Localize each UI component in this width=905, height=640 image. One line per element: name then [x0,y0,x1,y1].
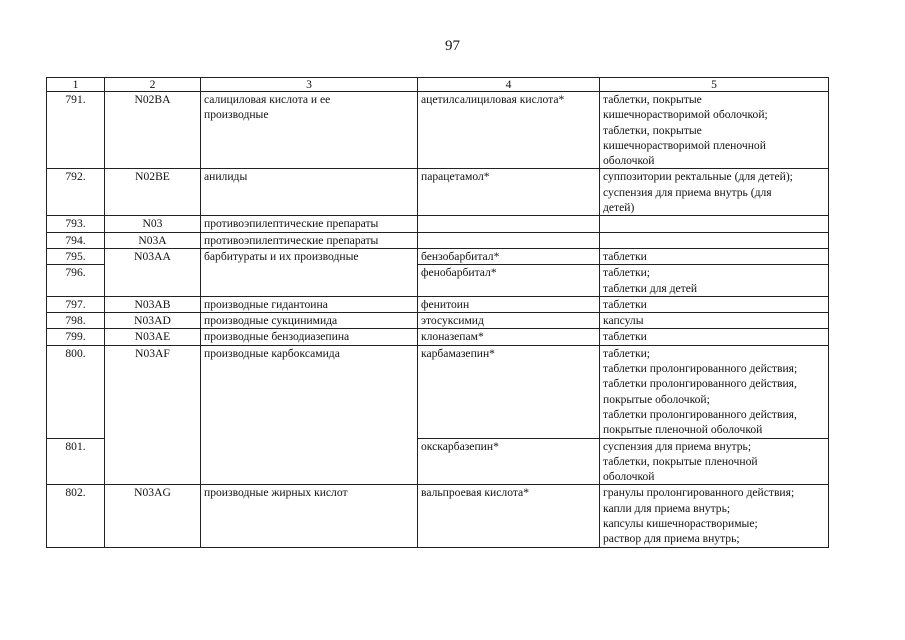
row-number: 796. [47,265,105,297]
drug-cell [418,92,600,169]
row-number: 802. [47,485,105,547]
group-line: производные гидантоина [204,297,328,311]
form-line: таблетки; [603,266,651,280]
form-line: таблетки, покрытые [603,123,702,137]
forms-cell [600,265,829,297]
drug-name: вальпроевая кислота* [421,486,529,500]
group-line: противоэпилептические препараты [204,217,379,231]
forms-cell [600,329,829,345]
forms-cell [600,313,829,329]
group-cell [201,345,418,485]
drug-cell [418,438,600,485]
drug-cell [418,313,600,329]
form-line: таблетки для детей [603,281,698,295]
table-row [47,329,829,345]
table-row [47,248,829,264]
group-cell [201,216,418,232]
header-cell-1: 1 [47,78,105,92]
form-line: таблетки [603,330,647,344]
drug-name: клоназепам* [421,330,484,344]
group-line: салициловая кислота и ее [204,93,331,106]
atc-code: N03AA [105,248,201,296]
atc-code: N02BA [105,92,201,169]
group-cell [201,485,418,547]
drug-name: карбамазепин* [421,346,495,360]
group-line: анилиды [204,170,248,184]
drug-cell [418,265,600,297]
table-row [47,216,829,232]
form-line: суппозитории ректальные (для детей); [603,170,793,184]
form-line: оболочкой [603,154,655,168]
group-cell [201,296,418,312]
drug-cell [418,169,600,216]
row-number: 801. [47,438,105,485]
group-cell [201,92,418,169]
group-line: производные карбоксамида [204,346,340,360]
group-cell [201,329,418,345]
table-row [47,345,829,438]
drug-name: этосуксимид [421,314,484,328]
atc-code: N03AB [105,296,201,312]
form-line: суспензия для приема внутрь; [603,439,752,453]
drug-name: парацетамол* [421,170,490,184]
form-line: таблетки; [603,346,651,360]
form-line: оболочкой [603,470,655,484]
row-number: 799. [47,329,105,345]
atc-code: N03AG [105,485,201,547]
drug-cell [418,248,600,264]
atc-code: N02BE [105,169,201,216]
table-row [47,169,829,216]
form-line: капсулы [603,314,644,328]
drug-name: ацетилсалициловая кислота* [421,93,565,106]
form-line: гранулы пролонгированного действия; [603,486,795,500]
drug-name: фенобарбитал* [421,266,497,280]
row-number: 800. [47,345,105,438]
group-line: барбитураты и их производные [204,249,359,263]
drug-name: фенитоин [421,297,470,311]
drug-name: окскарбазепин* [421,439,499,453]
form-line: таблетки [603,249,647,263]
forms-cell [600,216,829,232]
forms-cell [600,232,829,248]
atc-code: N03AD [105,313,201,329]
forms-cell [600,485,829,547]
row-number: 792. [47,169,105,216]
table-row [47,232,829,248]
table-row [47,296,829,312]
drug-cell [418,232,600,248]
drug-cell [418,216,600,232]
forms-cell [600,248,829,264]
form-line: раствор для приема внутрь; [603,532,740,546]
forms-cell [600,296,829,312]
group-line: противоэпилептические препараты [204,233,379,247]
group-line: производные бензодиазепина [204,330,350,344]
header-cell-3: 3 [201,78,418,92]
row-number: 797. [47,296,105,312]
table-row [47,485,829,547]
atc-code: N03A [105,232,201,248]
row-number: 791. [47,92,105,169]
form-line: таблетки пролонгированного действия, [603,407,797,421]
atc-code: N03AE [105,329,201,345]
form-line: суспензия для приема внутрь (для [603,185,772,199]
atc-code: N03AF [105,345,201,485]
group-cell [201,169,418,216]
group-cell [201,313,418,329]
drug-name: бензобарбитал* [421,249,500,263]
group-cell [201,232,418,248]
form-line: кишечнорастворимой пленочной [603,138,766,152]
group-line: производные [204,108,269,122]
form-line: таблетки пролонгированного действия, [603,377,797,391]
form-line: таблетки пролонгированного действия; [603,362,798,376]
group-line: производные сукцинимида [204,314,338,328]
group-line: производные жирных кислот [204,486,348,500]
form-line: таблетки [603,297,647,311]
row-number: 798. [47,313,105,329]
atc-code: N03 [105,216,201,232]
row-number: 795. [47,248,105,264]
form-line: таблетки, покрытые [603,93,702,106]
table-row [47,92,829,169]
row-number: 793. [47,216,105,232]
row-number: 794. [47,232,105,248]
medication-table [46,77,829,548]
table-header-row [47,78,829,92]
drug-cell [418,296,600,312]
form-line: детей) [603,201,635,215]
form-line: капли для приема внутрь; [603,501,731,515]
group-cell [201,248,418,296]
form-line: кишечнорастворимой оболочкой; [603,108,768,122]
form-line: таблетки, покрытые пленочной [603,454,758,468]
forms-cell [600,438,829,485]
forms-cell [600,345,829,438]
form-line: покрытые пленочной оболочкой [603,423,763,437]
header-cell-5: 5 [600,78,829,92]
drug-cell [418,485,600,547]
page-number: 97 [445,38,460,54]
header-cell-2: 2 [105,78,201,92]
header-cell-4: 4 [418,78,600,92]
drug-cell [418,329,600,345]
forms-cell [600,169,829,216]
form-line: покрытые оболочкой; [603,392,710,406]
form-line: капсулы кишечнорастворимые; [603,517,758,531]
table-row [47,313,829,329]
forms-cell [600,92,829,169]
drug-cell [418,345,600,438]
